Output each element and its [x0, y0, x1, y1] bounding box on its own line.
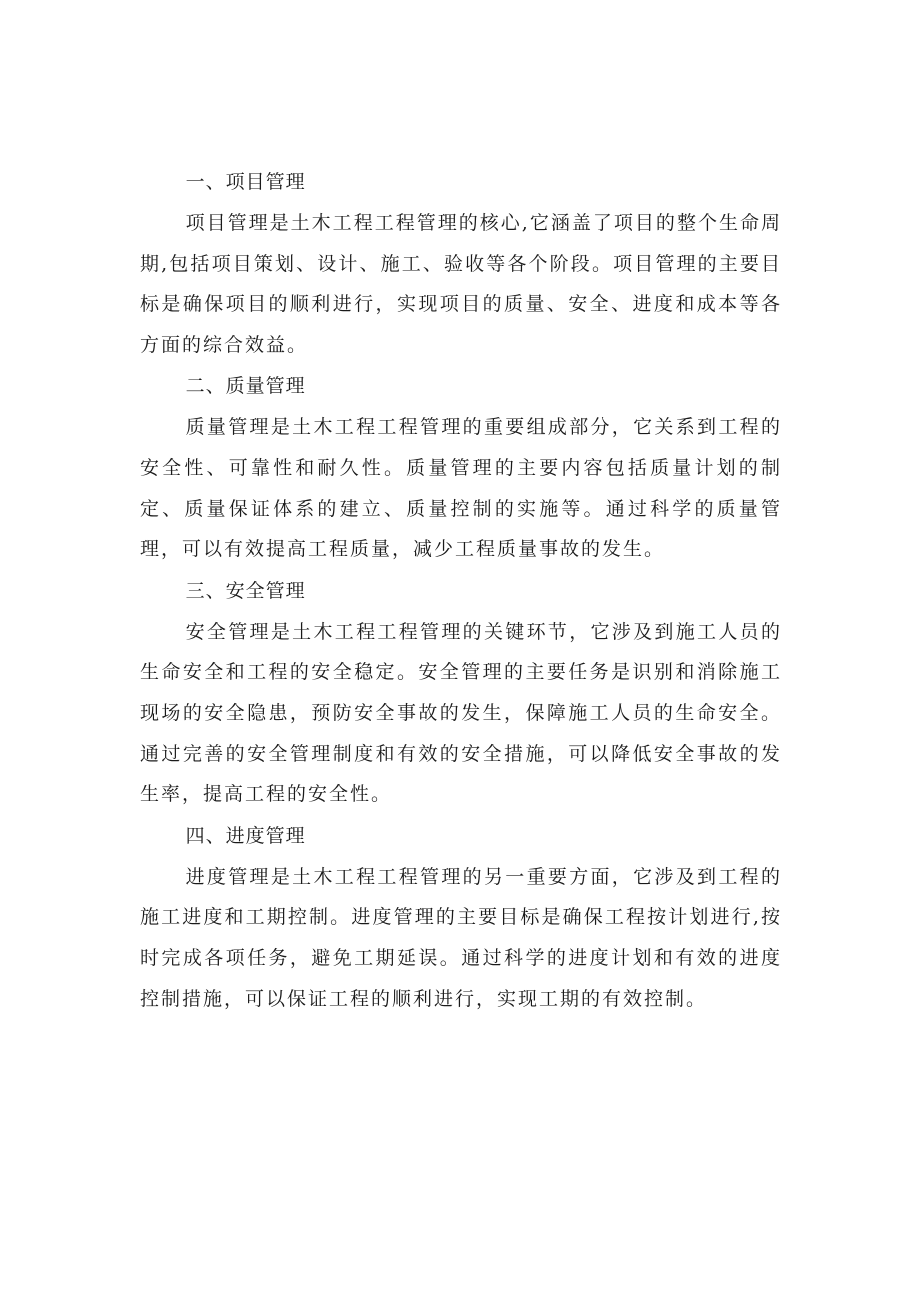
- section-safety-management: [140, 571, 782, 815]
- section-schedule-management: [140, 816, 782, 1019]
- section-quality-management: [140, 366, 782, 569]
- section-body: 安全管理是土木工程工程管理的关键环节，它涉及到施工人员的生命安全和工程的安全稳定。安全管理的主要任务是识别和消除施工现场的安全隐患，预防安全事故的发生，保障施工人员的生命安全。通过完善的安全管理制度和有效的安全措施，可以降低安全事故的发生率，提高工程的安全性。: [140, 620, 782, 806]
- section-body: 进度管理是土木工程工程管理的另一重要方面，它涉及到工程的施工进度和工期控制。进度管理的主要目标是确保工程按计划进行,按时完成各项任务，避免工期延误。通过科学的进度计划和有效的进度控制措施，可以保证工程的顺利进行，实现工期的有效控制。: [140, 865, 782, 1010]
- section-project-management: [140, 162, 782, 365]
- document-page: [140, 162, 782, 1019]
- section-heading: 三、安全管理: [185, 579, 306, 602]
- section-body: 质量管理是土木工程工程管理的重要组成部分，它关系到工程的安全性、可靠性和耐久性。质量管理的主要内容包括质量计划的制定、质量保证体系的建立、质量控制的实施等。通过科学的质量管理，可以有效提高工程质量，减少工程质量事故的发生。: [140, 416, 782, 561]
- section-heading: 四、进度管理: [185, 824, 306, 847]
- section-heading: 一、项目管理: [185, 171, 306, 193]
- section-heading: 二、质量管理: [185, 375, 306, 398]
- section-body: 项目管理是土木工程工程管理的核心,它涵盖了项目的整个生命周期,包括项目策划、设计、施工、验收等各个阶段。项目管理的主要目标是确保项目的顺利进行，实现项目的质量、安全、进度和成本等各方面的综合效益。: [140, 212, 782, 356]
